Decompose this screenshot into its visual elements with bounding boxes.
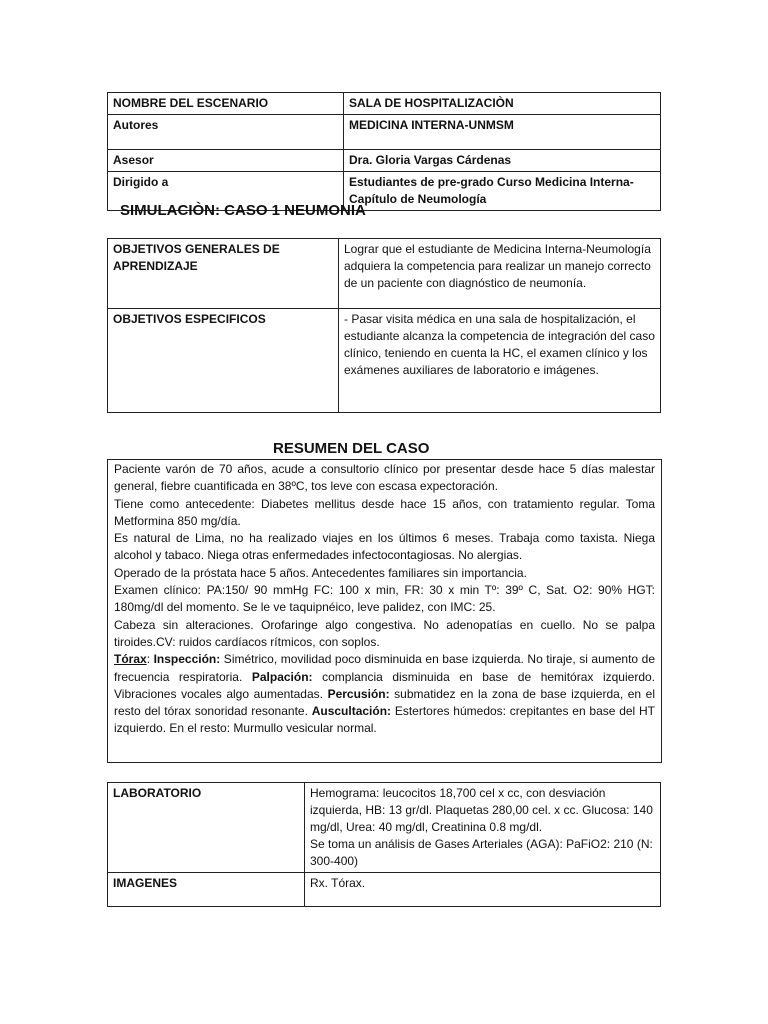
objectives-table <box>107 238 661 413</box>
row-value: MEDICINA INTERNA-UNMSM <box>344 115 661 150</box>
table-row <box>108 783 661 873</box>
case-paragraph: Examen clínico: PA:150/ 90 mmHg FC: 100 x min, FR: 30 x min Tº: 39º C, Sat. O2: 90% HGT: 180mg/dl del momento. Se le ve taquipnéico, leve palidez, con IMC: 25. <box>114 583 655 615</box>
palpation-label: Palpación: <box>251 669 313 684</box>
specific-objectives-value: - Pasar visita médica en una sala de hospitalización, el estudiante alcanza la competencia de integración del caso clínico, teniendo en cuenta la HC, el examen clínico y los exámenes auxiliares de laboratorio e imágenes. <box>339 309 661 413</box>
row-label: Dirigido a <box>108 172 344 211</box>
inspection-text: Simétrico, movilidad poco disminuida en base izquierda. No tiraje, si aumento de frecuencia respiratoria. <box>114 652 655 684</box>
table-row <box>108 873 661 907</box>
case-summary-title: RESUMEN DEL CASO <box>273 440 430 457</box>
table-row <box>108 115 661 150</box>
table-row <box>108 309 661 413</box>
scenario-table <box>107 92 661 211</box>
case-paragraph: Paciente varón de 70 años, acude a consultorio clínico por presentar desde hace 5 días malestar general, fiebre cuantificada en 38ºC, tos leve con escasa expectoración. <box>114 462 655 494</box>
percussion-label: Percusión: <box>327 686 390 701</box>
case-paragraph: Cabeza sin alteraciones. Orofaringe algo congestiva. No adenopatías en cuello. No se palpa tiroides.CV: ruidos cardíacos rítmicos, con soplos. <box>114 617 655 649</box>
row-value: SALA DE HOSPITALIZACIÒN <box>344 93 661 115</box>
case-summary-box <box>107 459 662 763</box>
lab-table <box>107 782 661 907</box>
row-label: Asesor <box>108 150 344 172</box>
specific-objectives-label: OBJETIVOS ESPECIFICOS <box>108 309 339 413</box>
simulation-title: SIMULACIÒN: CASO 1 NEUMONIA <box>120 202 366 219</box>
percussion-text: submatidez en la zona de base izquierda, en el resto del tórax sonoridad resonante. <box>114 686 656 719</box>
case-paragraph: Es natural de Lima, no ha realizado viajes en los últimos 6 meses. Trabaja como taxista. Niega alcohol y tabaco. Niega otras enfermedades infectocontagiosas. No alergias. <box>114 531 655 563</box>
general-objectives-value: Lograr que el estudiante de Medicina Interna-Neumología adquiera la competencia para realizar un manejo correcto de un paciente con diagnóstico de neumonía. <box>339 239 661 309</box>
palpation-text: complancia disminuida en base de hemitórax izquierdo. Vibraciones vocales algo aumentadas. <box>114 669 655 701</box>
row-value: Estudiantes de pre-grado Curso Medicina Interna-Capítulo de Neumología <box>344 172 661 211</box>
images-value: Rx. Tórax. <box>305 873 661 907</box>
inspection-label: Inspección: <box>153 652 221 667</box>
thorax-paragraph: Tórax: Inspección: Simétrico, movilidad poco disminuida en base izquierda. No tiraje, si aumento de frecuencia respiratoria. Palpación: complancia disminuida en base de hemitórax izquierdo. Vibraciones vocales algo aumentadas. Percusión: submatidez en la zona de base izquierda, en el resto del tórax sonoridad resonante. Auscultación: Estertores húmedos: crepitantes en base del HT izquierdo. En el resto: Murmullo vesicular normal. <box>114 652 656 736</box>
case-paragraph: Tiene como antecedente: Diabetes mellitus desde hace 15 años, con tratamiento regular. Toma Metformina 850 mg/día. <box>114 496 655 528</box>
lab-value <box>305 783 661 873</box>
lab-label: LABORATORIO <box>108 783 305 873</box>
row-value: Dra. Gloria Vargas Cárdenas <box>344 150 661 172</box>
auscultation-label: Auscultación: <box>311 704 392 719</box>
thorax-label: Tórax <box>114 652 147 667</box>
case-paragraph: Operado de la próstata hace 5 años. Antecedentes familiares sin importancia. <box>114 565 527 580</box>
row-label: NOMBRE DEL ESCENARIO <box>108 93 344 115</box>
lab-line: Se toma un análisis de Gases Arteriales (AGA): PaFiO2: 210 (N: 300-400) <box>310 837 653 868</box>
table-row <box>108 239 661 309</box>
table-row <box>108 93 661 115</box>
auscultation-text: Estertores húmedos: crepitantes en base del HT izquierdo. En el resto: Murmullo vesicular normal. <box>114 704 655 736</box>
lab-line: Hemograma: leucocitos 18,700 cel x cc, con desviación izquierda, HB: 13 gr/dl. Plaquetas 280,00 cel. x cc. Glucosa: 140 mg/dl, Urea: 40 mg/dl, Creatinina 0.8 mg/dl. <box>310 786 653 834</box>
table-row <box>108 150 661 172</box>
images-label: IMAGENES <box>108 873 305 907</box>
general-objectives-label: OBJETIVOS GENERALES DE APRENDIZAJE <box>108 239 339 309</box>
row-label: Autores <box>108 115 344 150</box>
